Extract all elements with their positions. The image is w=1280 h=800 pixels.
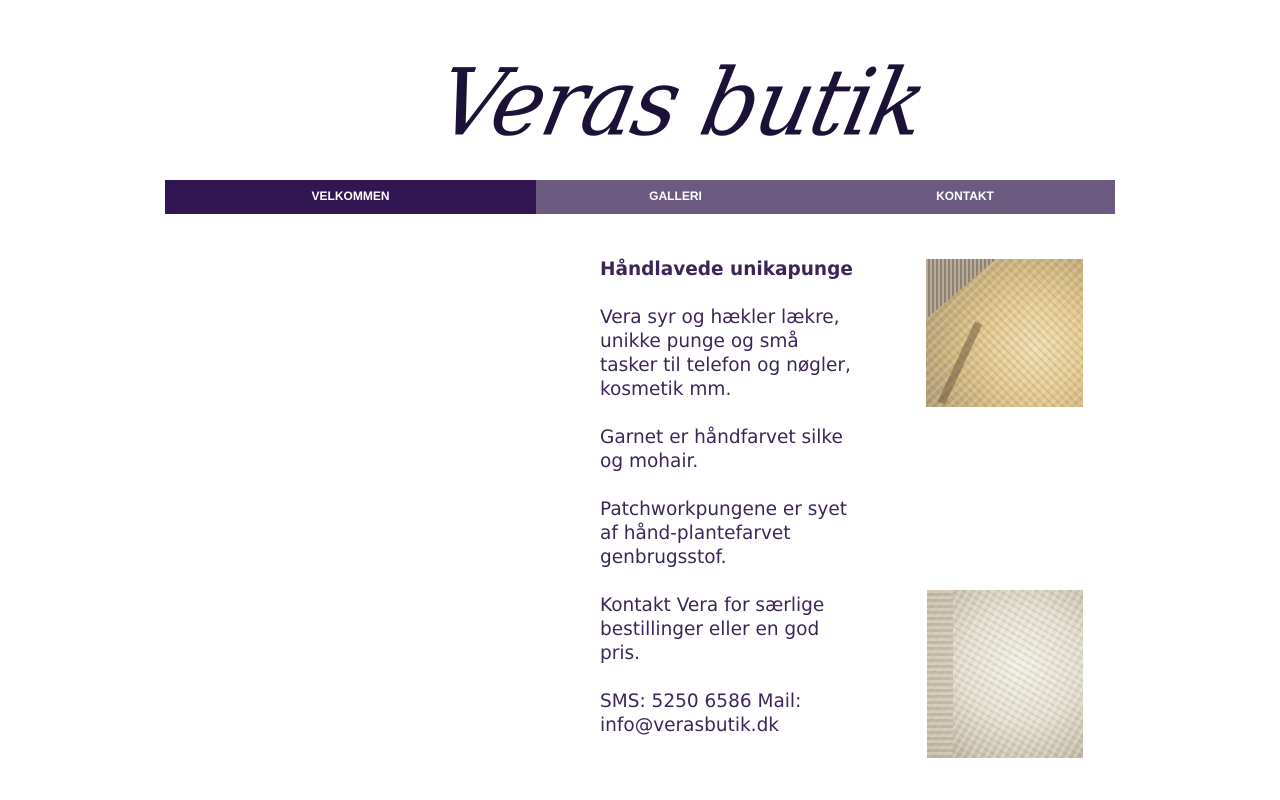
material-paragraph: Garnet er håndfarvet silke og mohair. <box>600 427 843 472</box>
site-logo[interactable]: Veras butik <box>428 48 935 157</box>
page-heading: Håndlavede unikapunge <box>600 259 853 280</box>
contact-paragraph: SMS: 5250 6586 Mail: info@verasbutik.dk <box>600 691 802 736</box>
yarn-strand <box>938 321 982 404</box>
nav-item-galleri[interactable]: GALLERI <box>649 189 702 203</box>
patchwork-paragraph: Patchworkpungene er syet af hånd-plantefarvet genbrugsstof. <box>600 499 847 568</box>
intro-paragraph: Vera syr og hækler lækre, unikke punge og små tasker til telefon og nøgler, kosmetik mm. <box>600 307 851 400</box>
order-paragraph: Kontakt Vera for særlige bestillinger eller en god pris. <box>600 595 825 664</box>
nav-item-velkommen[interactable]: VELKOMMEN <box>165 180 536 214</box>
nav-item-kontakt[interactable]: KONTAKT <box>936 189 994 203</box>
crochet-purse-photo <box>926 259 1083 407</box>
knitted-pouch-photo <box>927 590 1083 758</box>
main-navigation <box>165 180 1115 214</box>
fabric-corner <box>926 259 996 319</box>
pouch-edge <box>927 590 953 758</box>
main-content <box>600 258 860 762</box>
